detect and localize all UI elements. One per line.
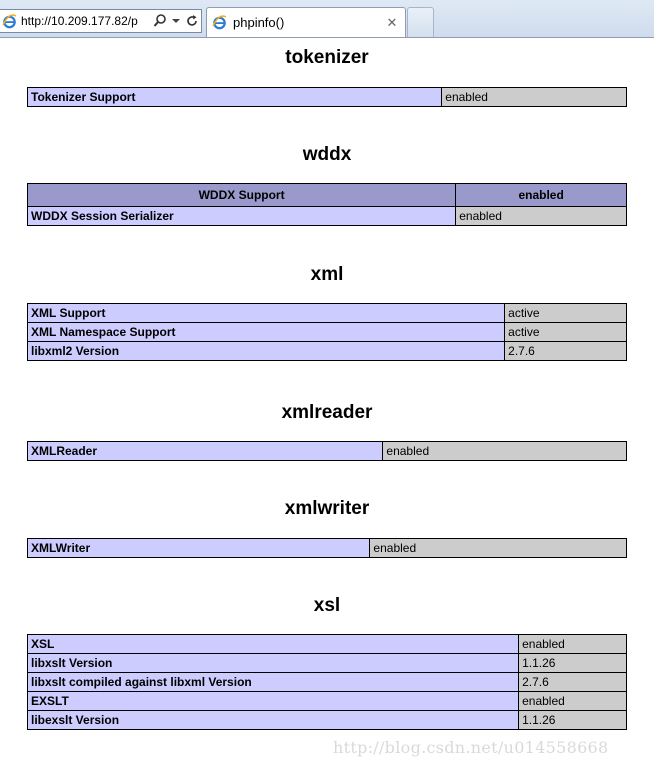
row-key: XMLReader [28,442,383,461]
table-row [28,442,627,461]
row-value: 1.1.26 [519,711,627,730]
row-key: Tokenizer Support [28,88,442,107]
section-title: wddx [302,144,352,165]
info-table [27,634,627,730]
new-tab-button[interactable] [407,7,434,37]
info-table [27,303,627,361]
section-wddx [27,143,627,223]
section-xsl [27,594,627,727]
info-table [27,441,627,461]
browser-chrome [0,0,654,38]
section-xml [27,263,627,358]
table-row [28,88,627,107]
table-row [28,635,627,654]
row-key: libxslt Version [28,654,519,673]
row-key: EXSLT [28,692,519,711]
row-value: active [505,323,627,342]
table-row [28,539,627,558]
search-icon[interactable] [153,13,167,29]
close-icon[interactable]: ✕ [386,14,398,30]
tab-title: phpinfo() [233,15,285,30]
table-row [28,342,627,361]
row-value: 1.1.26 [519,654,627,673]
info-table [27,183,627,226]
row-key: XSL [28,635,519,654]
table-row [28,304,627,323]
tab-phpinfo[interactable] [206,7,406,37]
table-row [28,673,627,692]
row-key: libxslt compiled against libxml Version [28,673,519,692]
row-key: XML Support [28,304,505,323]
section-title: xmlwriter [284,498,370,519]
table-header-row [28,184,627,207]
ie-page-icon [212,15,227,30]
table-row [28,207,627,226]
section-title: xmlreader [281,402,373,423]
watermark: http://blog.csdn.net/u014558668 [333,738,609,757]
row-key: libexslt Version [28,711,519,730]
row-value: enabled [519,692,627,711]
section-tokenizer [27,46,627,104]
section-title: tokenizer [285,47,369,68]
section-title: xsl [313,595,341,616]
row-value: 2.7.6 [519,673,627,692]
row-key: XML Namespace Support [28,323,505,342]
refresh-icon[interactable] [185,13,199,29]
table-row [28,692,627,711]
ie-logo-icon [2,14,17,29]
row-key: libxml2 Version [28,342,505,361]
row-value: 2.7.6 [505,342,627,361]
info-table [27,87,627,107]
row-value: enabled [519,635,627,654]
chevron-down-icon[interactable] [169,13,183,29]
section-xmlwriter [27,497,627,555]
header-key: WDDX Support [28,184,456,207]
row-value: active [505,304,627,323]
table-row [28,323,627,342]
table-row [28,711,627,730]
row-value: enabled [383,442,627,461]
row-value: enabled [442,88,627,107]
row-value: enabled [456,207,627,226]
address-bar[interactable] [0,9,202,33]
header-value: enabled [456,184,627,207]
row-key: WDDX Session Serializer [28,207,456,226]
section-xmlreader [27,401,627,458]
row-key: XMLWriter [28,539,370,558]
row-value: enabled [370,539,627,558]
section-title: xml [310,264,344,285]
table-row [28,654,627,673]
address-text[interactable]: http://10.209.177.82/p [21,14,138,28]
info-table [27,538,627,558]
